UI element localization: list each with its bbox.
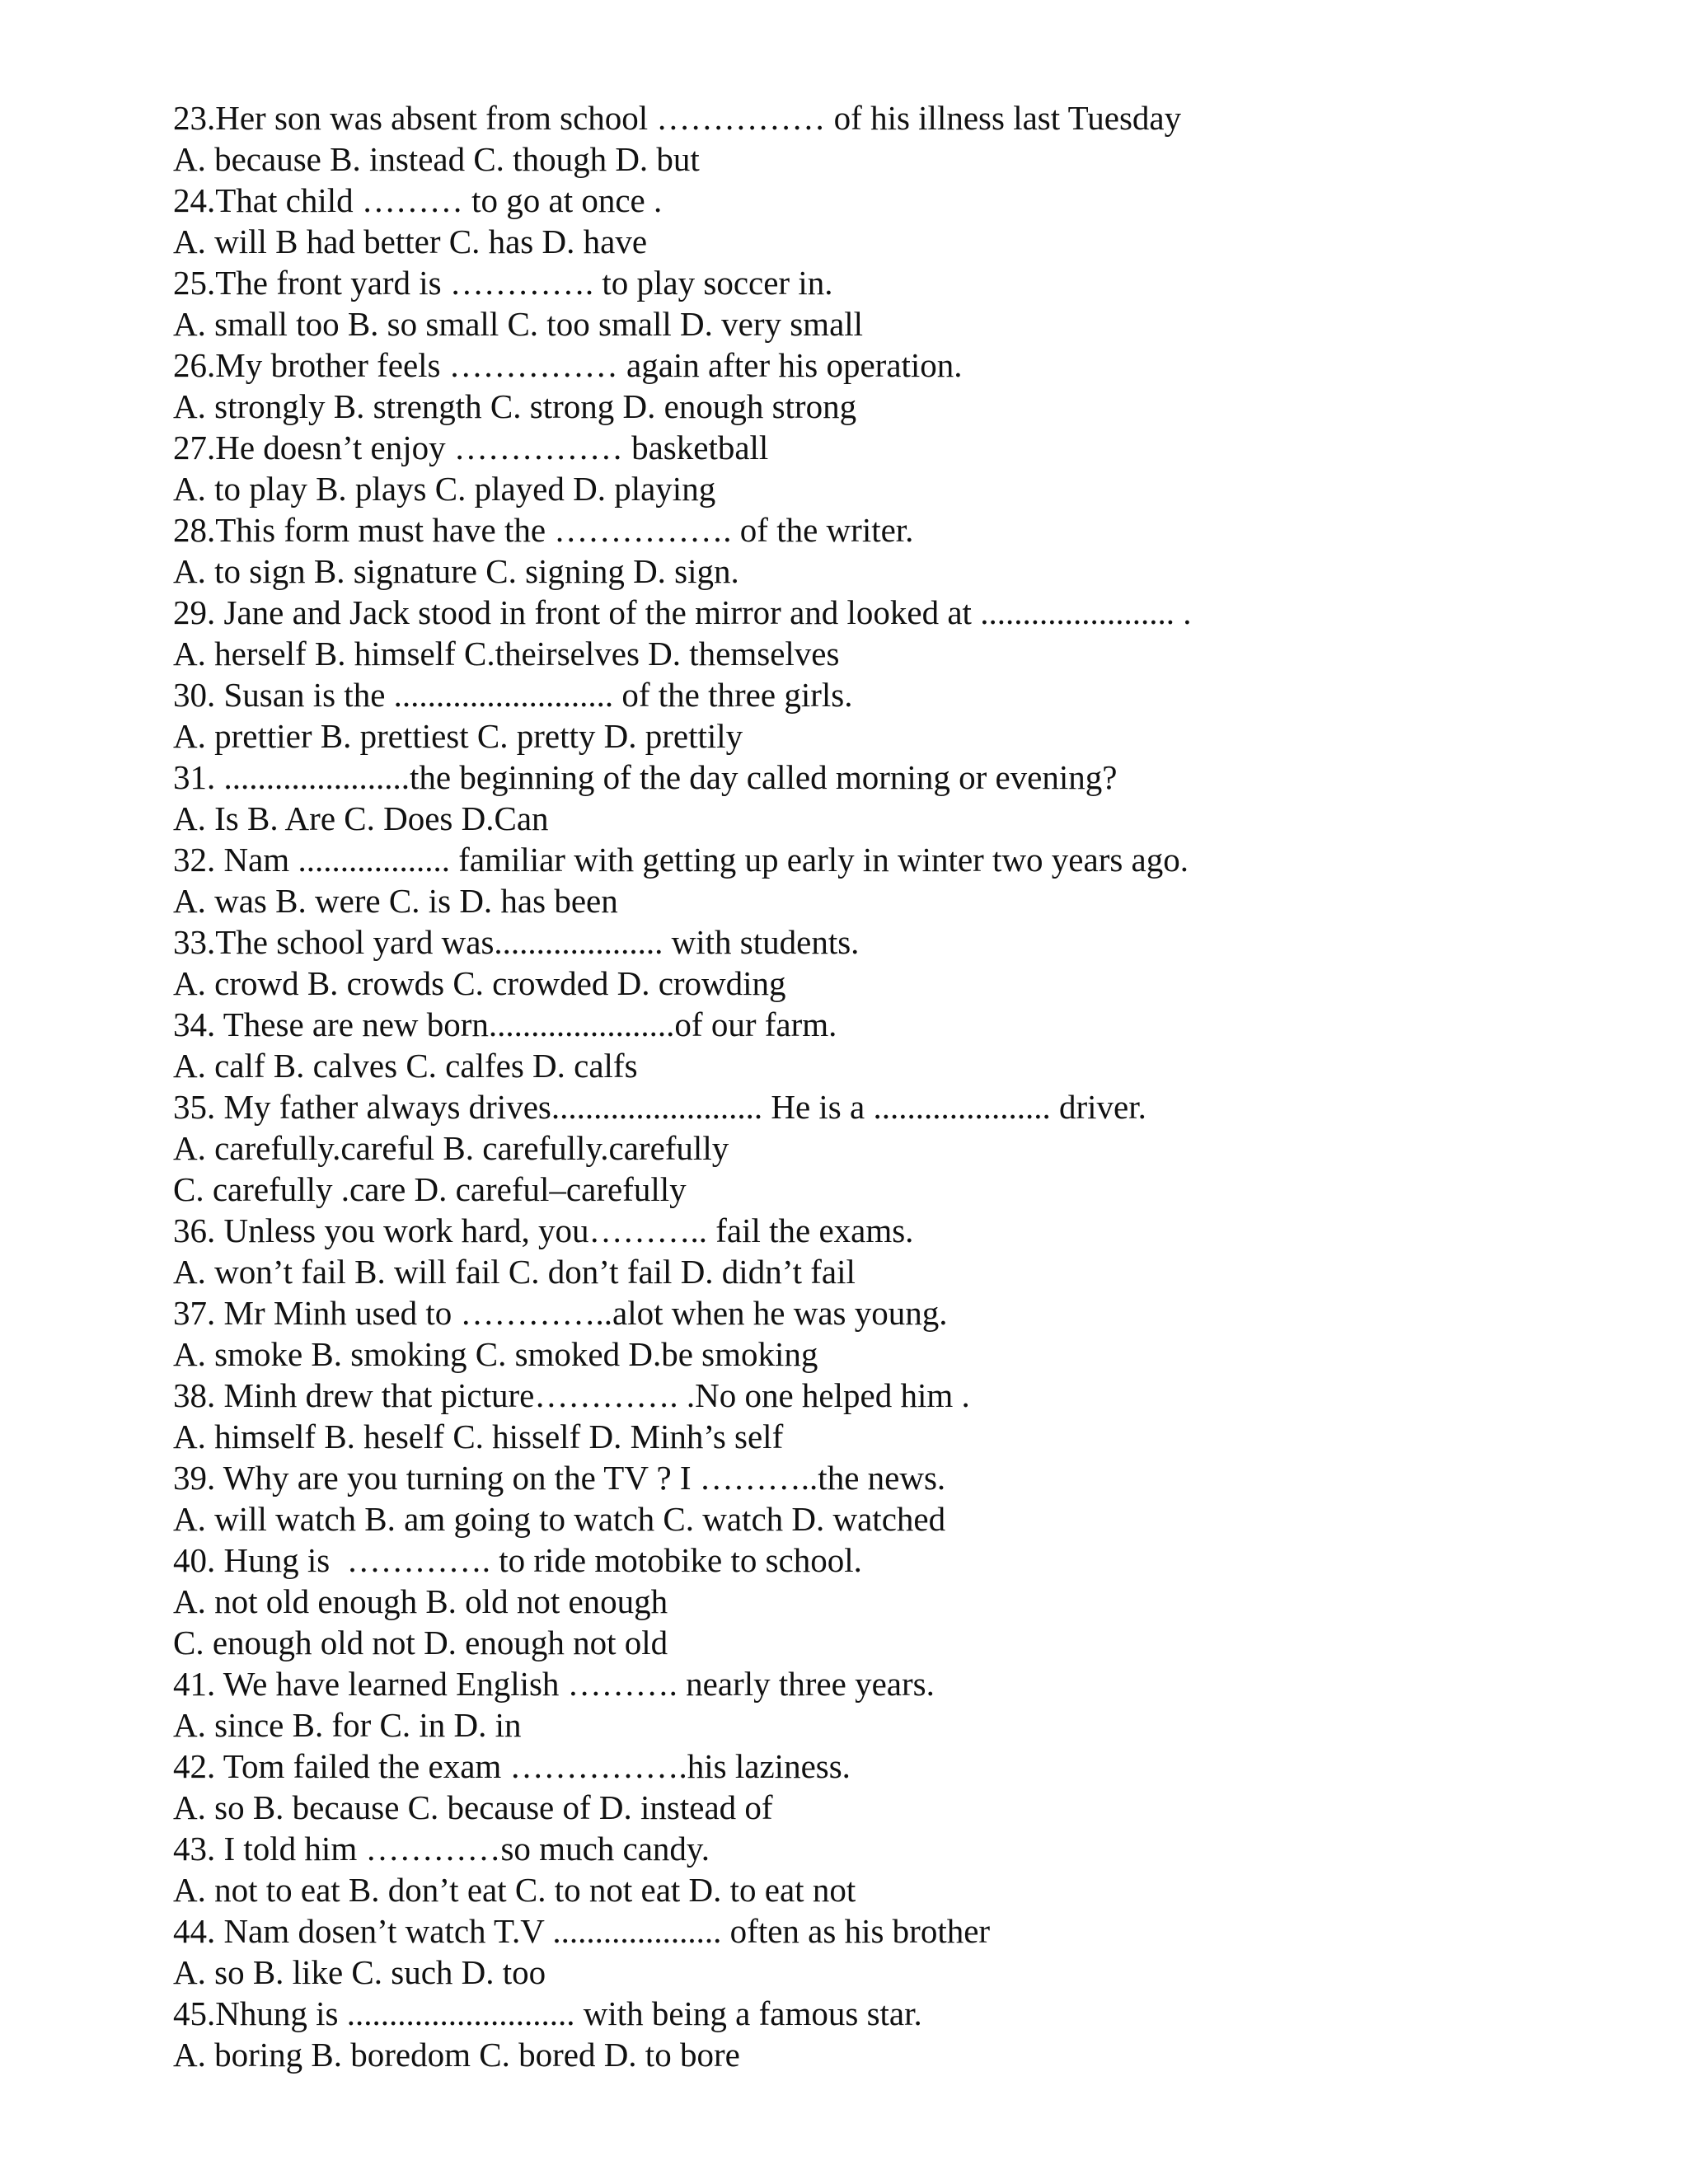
question-line: 39. Why are you turning on the TV ? I ………..the news.	[173, 1459, 946, 1497]
question-line: 37. Mr Minh used to …………..alot when he was young.	[173, 1294, 948, 1332]
options-line: A. strongly B. strength C. strong D. enough strong	[173, 387, 857, 425]
options-line: A. not old enough B. old not enough	[173, 1582, 668, 1620]
question-line: 44. Nam dosen’t watch T.V .................... often as his brother	[173, 1912, 991, 1950]
options-line: A. so B. like C. such D. too	[173, 1953, 546, 1991]
options-line: A. not to eat B. don’t eat C. to not eat D. to eat not	[173, 1871, 856, 1909]
options-line: A. since B. for C. in D. in	[173, 1706, 522, 1744]
options-line: A. was B. were C. is D. has been	[173, 882, 618, 920]
options-line: A. calf B. calves C. calfes D. calfs	[173, 1047, 638, 1085]
question-line: 24.That child ……… to go at once .	[173, 181, 663, 219]
exercise-list	[173, 97, 1615, 2075]
question-line: 26.My brother feels …………… again after his operation.	[173, 346, 963, 384]
question-line: 41. We have learned English ………. nearly three years.	[173, 1665, 935, 1703]
options-line: A. small too B. so small C. too small D. very small	[173, 305, 864, 343]
question-line: 36. Unless you work hard, you……….. fail the exams.	[173, 1212, 914, 1249]
question-line: 25.The front yard is …………. to play soccer in.	[173, 264, 833, 302]
options-line: A. because B. instead C. though D. but	[173, 140, 700, 178]
question-line: 34. These are new born......................of our farm.	[173, 1005, 837, 1043]
question-line: 33.The school yard was.................... with students.	[173, 923, 860, 961]
options-line: C. enough old not D. enough not old	[173, 1624, 668, 1661]
options-line: C. carefully .care D. careful–carefully	[173, 1170, 687, 1208]
options-line: A. will B had better C. has D. have	[173, 223, 648, 260]
question-line: 31. ......................the beginning of the day called morning or evening?	[173, 758, 1118, 796]
options-line: A. prettier B. prettiest C. pretty D. prettily	[173, 717, 743, 755]
question-line: 38. Minh drew that picture…………. .No one helped him .	[173, 1376, 970, 1414]
options-line: A. to play B. plays C. played D. playing	[173, 470, 716, 508]
question-line: 29. Jane and Jack stood in front of the mirror and looked at ....................... .	[173, 593, 1192, 631]
options-line: A. won’t fail B. will fail C. don’t fail D. didn’t fail	[173, 1253, 856, 1291]
options-line: A. crowd B. crowds C. crowded D. crowding	[173, 964, 786, 1002]
options-line: A. smoke B. smoking C. smoked D.be smoking	[173, 1335, 818, 1373]
question-line: 27.He doesn’t enjoy …………… basketball	[173, 429, 769, 466]
question-line: 45.Nhung is ........................... with being a famous star.	[173, 1994, 922, 2032]
options-line: A. will watch B. am going to watch C. watch D. watched	[173, 1500, 946, 1538]
options-line: A. herself B. himself C.theirselves D. themselves	[173, 635, 840, 673]
options-line: A. boring B. boredom C. bored D. to bore	[173, 2036, 740, 2074]
question-line: 40. Hung is …………. to ride motobike to school.	[173, 1541, 862, 1579]
options-line: A. Is B. Are C. Does D.Can	[173, 799, 549, 837]
question-line: 35. My father always drives......................... He is a ..................... driver.	[173, 1088, 1146, 1126]
question-line: 23.Her son was absent from school …………… of his illness last Tuesday	[173, 99, 1182, 137]
options-line: A. to sign B. signature C. signing D. sign.	[173, 552, 739, 590]
options-line: A. carefully.careful B. carefully.carefully	[173, 1129, 729, 1167]
options-line: A. so B. because C. because of D. instead of	[173, 1788, 773, 1826]
question-line: 42. Tom failed the exam …………….his laziness.	[173, 1747, 851, 1785]
question-line: 32. Nam .................. familiar with getting up early in winter two years ago.	[173, 841, 1189, 879]
question-line: 30. Susan is the .......................... of the three girls.	[173, 676, 853, 714]
options-line: A. himself B. heself C. hisself D. Minh’s self	[173, 1418, 784, 1455]
question-line: 28.This form must have the ……………. of the writer.	[173, 511, 914, 549]
question-line: 43. I told him …………so much candy.	[173, 1830, 710, 1868]
